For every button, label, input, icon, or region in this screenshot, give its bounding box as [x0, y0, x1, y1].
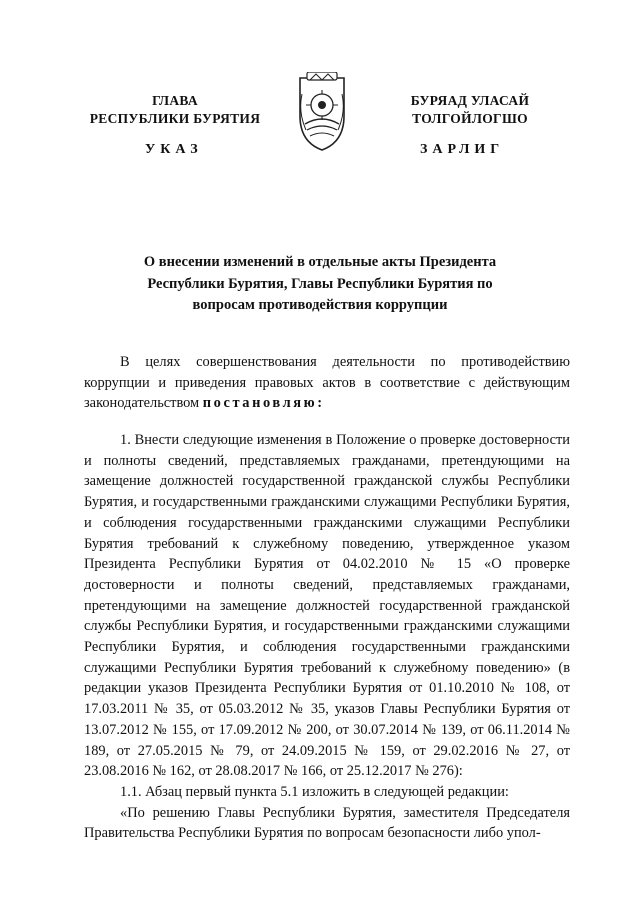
issuer-title-buryat-line1: БУРЯАД УЛАСАЙ: [410, 93, 530, 108]
issuer-header-buryat: [370, 92, 570, 128]
document-type-buryat: ЗАРЛИГ: [420, 142, 505, 157]
item-1: [84, 430, 570, 844]
issuer-header-russian: [70, 92, 280, 128]
quoted-text: «По решению Главы Республики Бурятия, заместителя Председателя Правительства Республики Бурятия по вопросам безопасности либо упол-: [84, 804, 570, 842]
preamble-text: В целях совершенствования деятельности по противодействию коррупции и приведения правовых актов в соответствие с действующим законодательством: [84, 354, 570, 412]
coat-of-arms-icon: [296, 72, 348, 152]
preamble: [84, 352, 570, 414]
title-line: О внесении изменений в отдельные акты Президента: [143, 254, 497, 270]
item-1-text: 1. Внести следующие изменения в Положение о проверке достоверности и полноты сведений, представляемых гражданами, претендующими на замещение должностей государственной гражданской службы Республики Бурятия, и государственными гражданскими служащими Республики Бурятия, и соблюдения государственными гражданскими служащими Республики Бурятия требований к служебному поведению, утвержденное указом Президента Республики Бурятия от 04.02.2010 № 15 «О проверке достоверности и полноты сведений, представляемых гражданами, претендующими на замещение должностей государственной гражданской службы Республики Бурятия, и государственными гражданскими служащими Республики Бурятия, и соблюдения государственными гражданскими служащими Республики Бурятия требований к служебному поведению» (в редакции указов Президента Республики Бурятия от 01.10.2010 № 108, от 17.03.2011 № 35, от 05.03.2012 № 35, указов Главы Республики Бурятия от 13.07.2012 № 155, от 17.09.2012 № 200, от 30.07.2014 № 139, от 06.11.2014 № 189, от 27.05.2015 № 79, от 24.09.2015 № 159, от 29.02.2016 № 27, от 23.08.2016 № 162, от 28.08.2017 № 166, от 25.12.2017 № 276):: [84, 432, 570, 780]
issuer-title-line2: РЕСПУБЛИКИ БУРЯТИЯ: [89, 111, 261, 126]
document-title: [90, 252, 550, 317]
document-type-russian: УКАЗ: [145, 142, 203, 157]
title-line: вопросам противодействия коррупции: [192, 297, 448, 313]
title-line: Республики Бурятия, Главы Республики Бурятия по: [147, 275, 493, 292]
issuer-title-line1: ГЛАВА: [152, 93, 198, 108]
item-1-1-text: 1.1. Абзац первый пункта 5.1 изложить в следующей редакции:: [120, 783, 509, 800]
issuer-title-buryat-line2: ТОЛГОЙЛОГШО: [412, 111, 528, 126]
decree-keyword: постановляю:: [202, 395, 325, 412]
